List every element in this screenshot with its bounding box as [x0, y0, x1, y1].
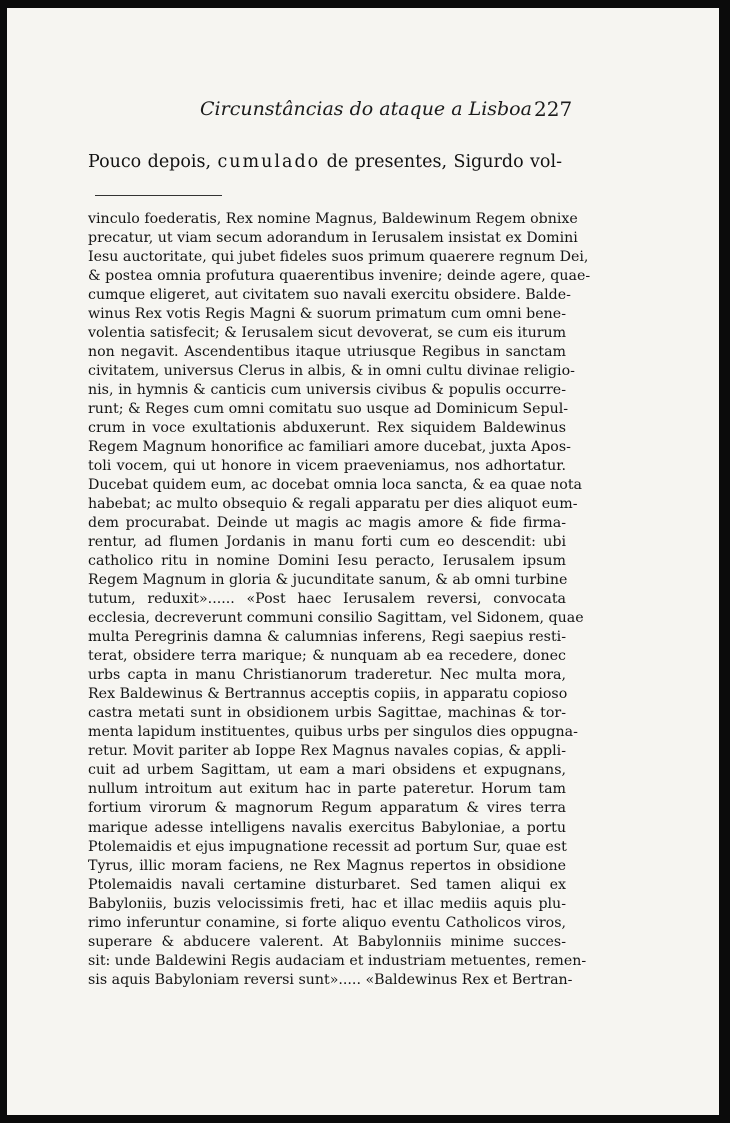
- page-header: [7, 94, 719, 124]
- text-line: nullum introitum aut exitum hac in parte pateretur. Horum tam: [88, 781, 566, 798]
- text-line: sis aquis Babyloniam reversi sunt»..... «Baldewinus Rex et Bertran-: [88, 971, 573, 988]
- text-line: Iesu auctoritate, qui jubet fideles suos primum quaerere regnum Dei,: [88, 249, 589, 266]
- text-line: Regem Magnum in gloria & jucunditate sanum, & ab omni turbine: [88, 572, 568, 589]
- text-line: retur. Movit pariter ab Ioppe Rex Magnus navales copias, & appli-: [88, 743, 566, 760]
- text-line: dem procurabat. Deinde ut magis ac magis amore & fide firma-: [88, 515, 566, 532]
- text-line: Babyloniis, buzis velocissimis freti, hac et illac mediis aquis plu-: [88, 895, 566, 912]
- text-line: cumque eligeret, aut civitatem suo navali exercitu obsidere. Balde-: [88, 287, 571, 304]
- text-line: rentur, ad flumen Jordanis in manu forti cum eo descendit: ubi: [88, 534, 566, 551]
- text-line: fortium virorum & magnorum Regum apparatum & vires terra: [88, 800, 566, 817]
- text-line: nis, in hymnis & canticis cum universis civibus & populis occurre-: [88, 382, 566, 399]
- text-line: marique adesse intelligens navalis exercitus Babyloniae, a portu: [88, 819, 566, 836]
- text-line: Ptolemaidis navali certamine disturbaret. Sed tamen aliqui ex: [88, 876, 566, 893]
- text-line: habebat; ac multo obsequio & regali apparatu per dies aliquot eum-: [88, 496, 578, 513]
- page-number: 227: [534, 97, 573, 121]
- book-page: [7, 8, 719, 1115]
- text-line: Regem Magnum honorifice ac familiari amore ducebat, juxta Apos-: [88, 439, 571, 456]
- text-line: ecclesia, decreverunt communi consilio Sagittam, vel Sidonem, quae: [88, 610, 584, 627]
- text-line: urbs capta in manu Christianorum traderetur. Nec multa mora,: [88, 667, 566, 684]
- running-title: Circunstâncias do ataque a Lisboa: [200, 98, 532, 120]
- text-line: vinculo foederatis, Rex nomine Magnus, Baldewinum Regem obnixe: [88, 211, 578, 227]
- text-line: Ptolemaidis et ejus impugnatione recessit ad portum Sur, quae est: [88, 838, 567, 855]
- text-line: rimo inferuntur conamine, si forte aliquo eventu Catholicos viros,: [88, 914, 566, 931]
- text-line: volentia satisfecit; & Ierusalem sicut devoverat, se cum eis iturum: [88, 325, 567, 342]
- text-line: Tyrus, illic moram faciens, ne Rex Magnus repertos in obsidione: [88, 857, 566, 874]
- text-line: multa Peregrinis damna & calumnias inferens, Regi saepius resti-: [88, 629, 566, 646]
- lead-line-part1: Pouco depois,: [88, 152, 212, 172]
- text-line: catholico ritu in nomine Domini Iesu peracto, Ierusalem ipsum: [88, 553, 566, 570]
- lead-line: [88, 152, 562, 172]
- text-line: winus Rex votis Regis Magni & suorum primatum cum omni bene-: [88, 306, 566, 323]
- text-line: cuit ad urbem Sagittam, ut eam a mari obsidens et expugnans,: [88, 762, 566, 779]
- text-line: crum in voce exultationis abduxerunt. Rex siquidem Baldewinus: [88, 420, 566, 437]
- section-divider: [95, 195, 222, 196]
- latin-quotation: [88, 210, 591, 990]
- text-line: precatur, ut viam secum adorandum in Ierusalem insistat ex Domini: [88, 230, 578, 247]
- lead-line-spaced-word: cumulado: [217, 152, 321, 172]
- text-line: sit: unde Baldewini Regis audaciam et industriam metuentes, remen-: [88, 952, 587, 969]
- text-line: Ducebat quidem eum, ac docebat omnia loca sancta, & ea quae nota: [88, 477, 582, 494]
- text-line: tutum, reduxit»...... «Post haec Ierusalem reversi, convocata: [88, 591, 566, 608]
- text-line: non negavit. Ascendentibus itaque utriusque Regibus in sanctam: [88, 344, 566, 361]
- lead-line-part3: de presentes, Sigurdo vol-: [326, 152, 562, 172]
- text-line: Rex Baldewinus & Bertrannus acceptis copiis, in apparatu copioso: [88, 686, 568, 703]
- text-line: civitatem, universus Clerus in albis, & in omni cultu divinae religio-: [88, 363, 575, 380]
- text-line: castra metati sunt in obsidionem urbis Sagittae, machinas & tor-: [88, 705, 566, 722]
- text-line: superare & abducere valerent. At Babylonniis minime succes-: [88, 933, 566, 950]
- text-line: & postea omnia profutura quaerentibus invenire; deinde agere, quae-: [88, 268, 591, 285]
- text-line: toli vocem, qui ut honore in vicem praeveniamus, nos adhortatur.: [88, 458, 566, 475]
- text-line: terat, obsidere terra marique; & nunquam ab ea recedere, donec: [88, 648, 566, 665]
- text-line: menta lapidum instituentes, quibus urbs per singulos dies oppugna-: [88, 724, 578, 741]
- text-line: runt; & Reges cum omni comitatu suo usque ad Dominicum Sepul-: [88, 401, 569, 418]
